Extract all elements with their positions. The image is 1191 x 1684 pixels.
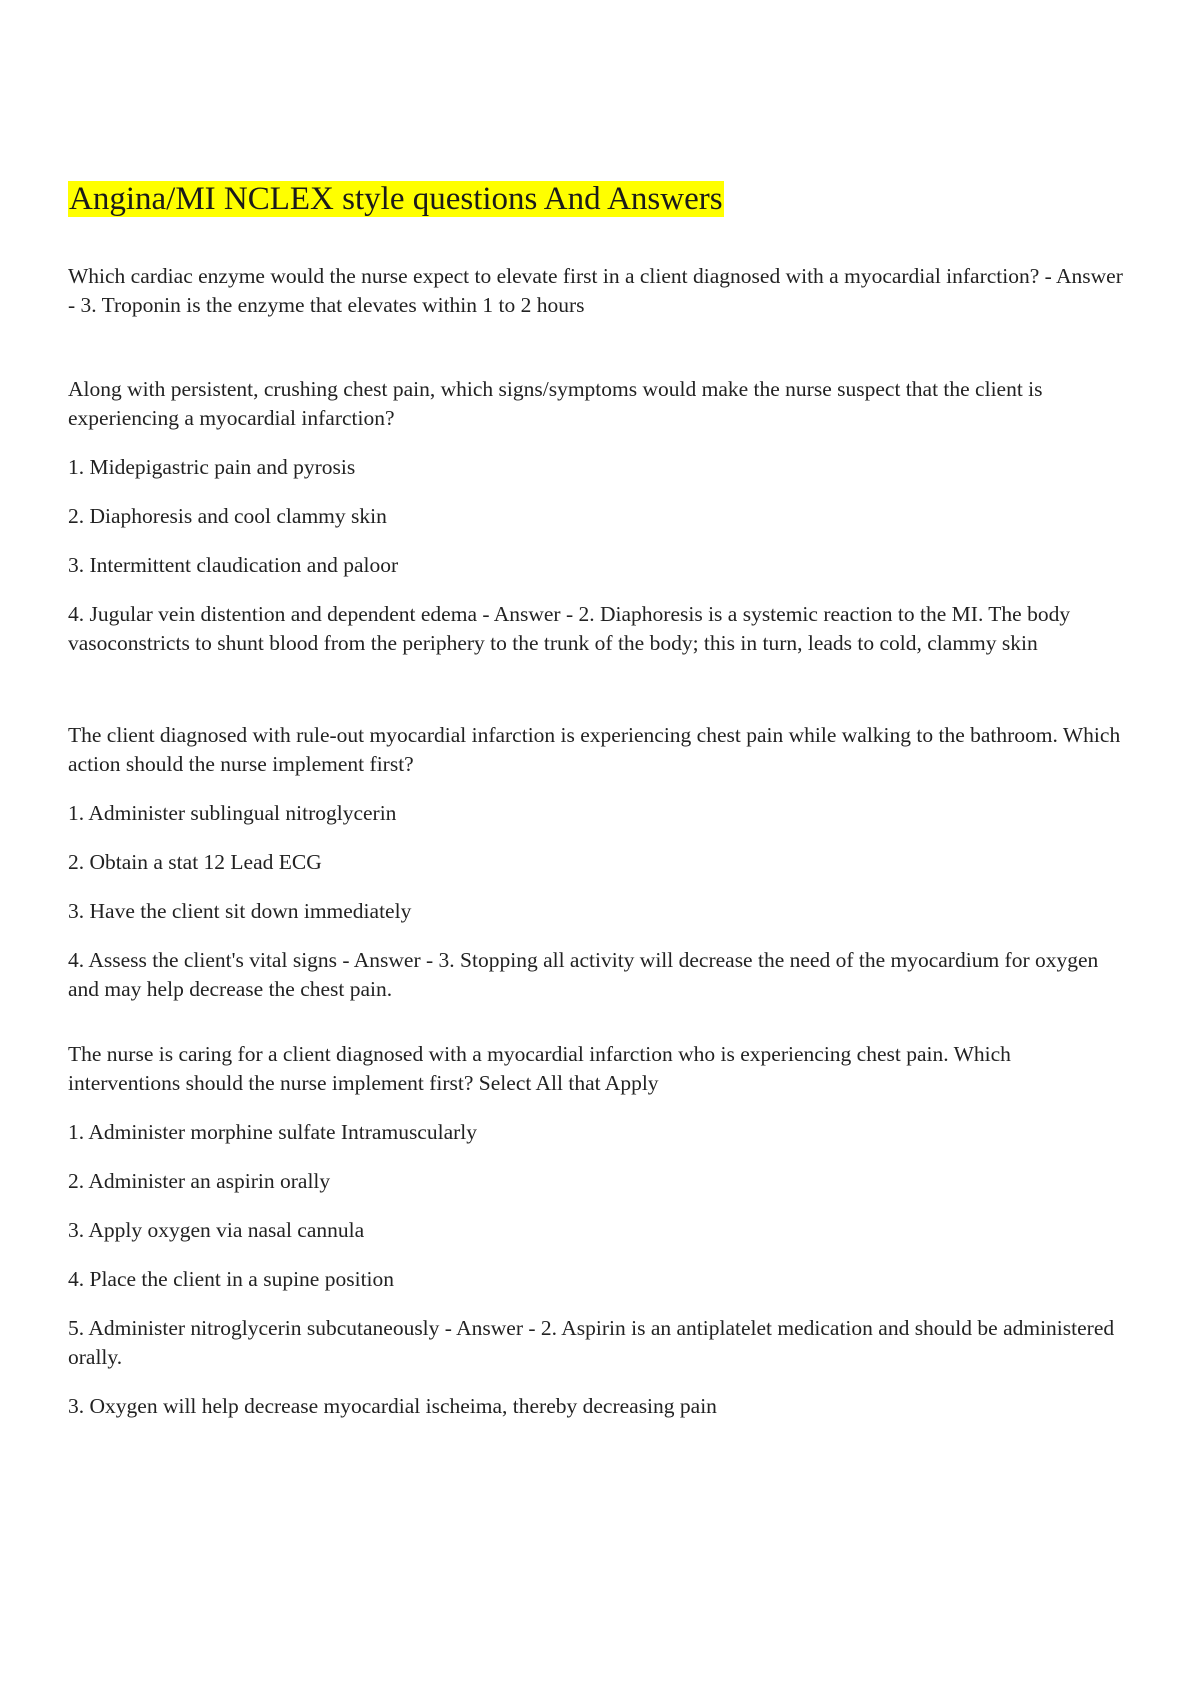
question-4-option-1: 1. Administer morphine sulfate Intramuscularly	[68, 1120, 478, 1144]
question-2-stem: Along with persistent, crushing chest pain, which signs/symptoms would make the nurse suspect that the client is experiencing a myocardial infarction?	[68, 377, 1043, 430]
question-3-option-4-answer: 4. Assess the client's vital signs - Answer - 3. Stopping all activity will decrease the need of the myocardium for oxygen and may help decrease the chest pain.	[68, 948, 1099, 1001]
question-3-option-1: 1. Administer sublingual nitroglycerin	[68, 801, 397, 825]
document-title-text: Angina/MI NCLEX style questions And Answers	[69, 181, 723, 217]
question-block-4	[68, 1040, 1128, 1421]
question-3-option-2: 2. Obtain a stat 12 Lead ECG	[68, 850, 322, 874]
question-block-2	[68, 375, 1128, 658]
question-4-option-2: 2. Administer an aspirin orally	[68, 1169, 331, 1193]
question-2-option-2: 2. Diaphoresis and cool clammy skin	[68, 504, 387, 528]
question-4-option-4: 4. Place the client in a supine position	[68, 1267, 395, 1291]
question-2-option-3: 3. Intermittent claudication and paloor	[68, 553, 399, 577]
question-2-option-4-answer: 4. Jugular vein distention and dependent edema - Answer - 2. Diaphoresis is a systemic reaction to the MI. The body vasoconstricts to shunt blood from the periphery to the trunk of the body; this in turn, leads to cold, clammy skin	[68, 602, 1071, 655]
question-block-1	[68, 262, 1128, 320]
question-4-answer-continued: 3. Oxygen will help decrease myocardial ischeima, thereby decreasing pain	[68, 1394, 717, 1418]
question-4-stem: The nurse is caring for a client diagnosed with a myocardial infarction who is experiencing chest pain. Which interventions should the nurse implement first? Select All that Apply	[68, 1042, 1011, 1095]
question-4-option-3: 3. Apply oxygen via nasal cannula	[68, 1218, 365, 1242]
question-block-3	[68, 721, 1128, 1004]
question-2-option-1: 1. Midepigastric pain and pyrosis	[68, 455, 356, 479]
question-4-option-5-answer: 5. Administer nitroglycerin subcutaneously - Answer - 2. Aspirin is an antiplatelet medication and should be administered orally.	[68, 1316, 1115, 1369]
question-3-stem: The client diagnosed with rule-out myocardial infarction is experiencing chest pain while walking to the bathroom. Which action should the nurse implement first?	[68, 723, 1121, 776]
question-1-text: Which cardiac enzyme would the nurse expect to elevate first in a client diagnosed with a myocardial infarction? - Answer - 3. Troponin is the enzyme that elevates within 1 to 2 hours	[68, 264, 1123, 317]
question-3-option-3: 3. Have the client sit down immediately	[68, 899, 412, 923]
document-title	[68, 178, 724, 220]
